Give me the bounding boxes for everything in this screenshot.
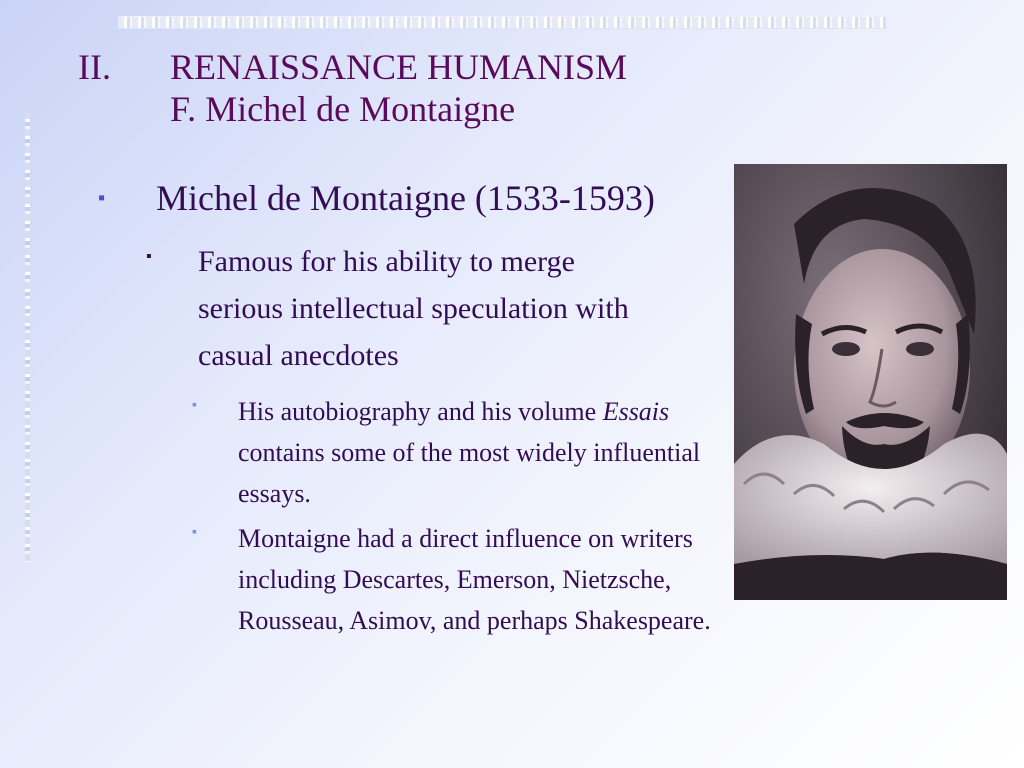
bullet-marker-icon: ▪	[192, 525, 197, 540]
bullet-level-1	[96, 176, 696, 220]
bullet-level-3	[192, 518, 732, 641]
top-decorative-rule	[118, 16, 886, 29]
bullet-level-3	[192, 391, 732, 514]
montaigne-portrait-image	[734, 164, 1007, 600]
bullet-marker-icon: ▪	[146, 248, 152, 265]
title-line-2: F. Michel de Montaigne	[170, 89, 516, 129]
essais-title: Essais	[602, 397, 670, 426]
left-decorative-rule	[25, 112, 30, 562]
bullet-level-3-text: Montaigne had a direct influence on writers including Descartes, Emerson, Nietzsche, Rousseau, Asimov, and perhaps Shakespeare.	[238, 524, 711, 635]
bullet-level-2-text: Famous for his ability to merge serious intellectual speculation with casual anecdotes	[198, 245, 629, 372]
title-number: II.	[78, 47, 111, 87]
bullet-level-1-text: Michel de Montaigne (1533-1593)	[156, 178, 655, 218]
bullet-marker-icon: ▪	[98, 187, 106, 209]
bullet-level-2	[146, 238, 666, 379]
bullet-level-3-text	[238, 391, 732, 514]
title-line-1: RENAISSANCE HUMANISM	[170, 47, 628, 87]
bullet-essays-lead: His autobiography and his volume	[238, 397, 597, 426]
bullet-list	[96, 176, 736, 641]
bullet-marker-icon: ▪	[192, 398, 197, 413]
slide-title	[78, 46, 627, 130]
bullet-essays-rest: contains some of the most widely influential essays.	[238, 438, 701, 508]
